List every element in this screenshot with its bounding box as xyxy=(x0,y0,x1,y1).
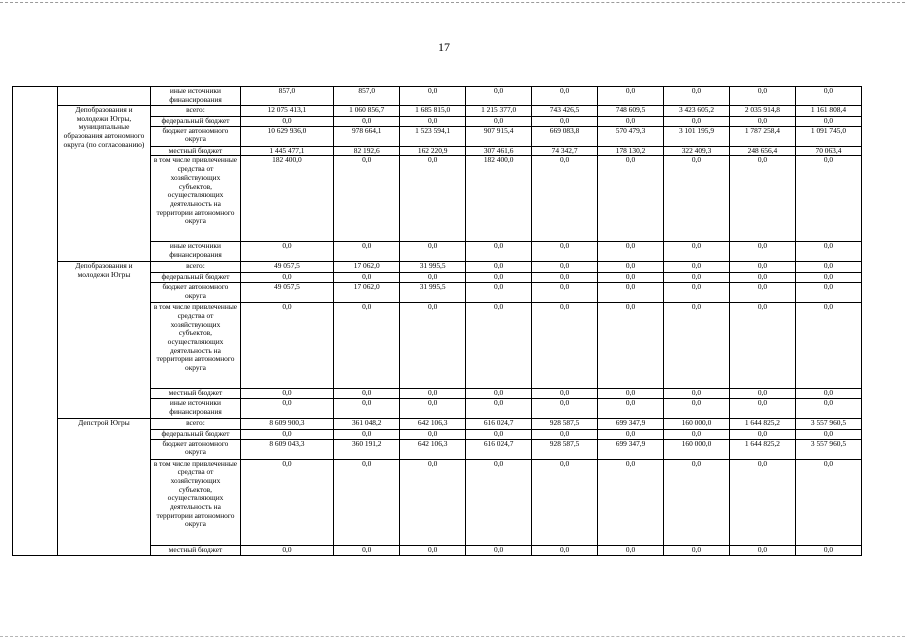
responsible-cell: Депобразования и молодежи Югры xyxy=(57,262,151,418)
value-cell: 322 409,3 xyxy=(664,146,730,156)
value-cell: 0,0 xyxy=(334,389,400,399)
value-cell: 0,0 xyxy=(795,389,861,399)
value-cell: 0,0 xyxy=(532,273,598,283)
value-cell: 1 787 258,4 xyxy=(729,126,795,146)
value-cell: 0,0 xyxy=(598,429,664,439)
value-cell: 0,0 xyxy=(598,545,664,555)
value-cell: 3 101 195,9 xyxy=(664,126,730,146)
value-cell: 0,0 xyxy=(240,273,334,283)
value-cell: 0,0 xyxy=(795,303,861,389)
value-cell: 0,0 xyxy=(334,398,400,418)
value-cell: 0,0 xyxy=(795,459,861,545)
table-row xyxy=(13,262,862,273)
value-cell: 0,0 xyxy=(240,242,334,262)
value-cell: 0,0 xyxy=(532,262,598,273)
value-cell: 248 656,4 xyxy=(729,146,795,156)
value-cell: 0,0 xyxy=(240,429,334,439)
value-cell: 1 215 377,0 xyxy=(466,106,532,117)
value-cell: 0,0 xyxy=(795,117,861,127)
value-cell: 0,0 xyxy=(729,242,795,262)
table-row xyxy=(13,418,862,429)
value-cell: 182 400,0 xyxy=(466,156,532,242)
value-cell: 0,0 xyxy=(795,87,861,106)
funding-source-cell: иные источники финансирования xyxy=(151,87,240,106)
funding-source-cell: в том числе привлеченные средства от хозяйствующих субъектов, осуществляющих деятельность на территории автономного округа xyxy=(151,303,240,389)
value-cell: 669 083,8 xyxy=(532,126,598,146)
value-cell: 0,0 xyxy=(795,262,861,273)
value-cell: 0,0 xyxy=(664,389,730,399)
value-cell: 12 075 413,1 xyxy=(240,106,334,117)
value-cell: 0,0 xyxy=(532,156,598,242)
value-cell: 0,0 xyxy=(729,459,795,545)
value-cell: 0,0 xyxy=(598,283,664,303)
value-cell: 0,0 xyxy=(532,459,598,545)
value-cell: 0,0 xyxy=(664,398,730,418)
value-cell: 1 060 856,7 xyxy=(334,106,400,117)
funding-source-cell: местный бюджет xyxy=(151,146,240,156)
value-cell: 0,0 xyxy=(664,303,730,389)
value-cell: 616 024,7 xyxy=(466,418,532,429)
value-cell: 0,0 xyxy=(400,117,466,127)
value-cell: 0,0 xyxy=(334,459,400,545)
value-cell: 0,0 xyxy=(400,545,466,555)
value-cell: 0,0 xyxy=(598,398,664,418)
value-cell: 0,0 xyxy=(240,117,334,127)
value-cell: 0,0 xyxy=(334,156,400,242)
value-cell: 0,0 xyxy=(466,303,532,389)
value-cell: 0,0 xyxy=(664,429,730,439)
value-cell: 0,0 xyxy=(795,398,861,418)
value-cell: 642 106,3 xyxy=(400,439,466,459)
value-cell: 0,0 xyxy=(334,242,400,262)
value-cell: 82 192,6 xyxy=(334,146,400,156)
funding-source-cell: всего: xyxy=(151,418,240,429)
value-cell: 0,0 xyxy=(334,117,400,127)
value-cell: 1 644 825,2 xyxy=(729,439,795,459)
value-cell: 307 461,6 xyxy=(466,146,532,156)
value-cell: 857,0 xyxy=(334,87,400,106)
value-cell: 0,0 xyxy=(664,545,730,555)
value-cell: 0,0 xyxy=(664,262,730,273)
funding-source-cell: федеральный бюджет xyxy=(151,117,240,127)
value-cell: 182 400,0 xyxy=(240,156,334,242)
value-cell: 160 000,0 xyxy=(664,439,730,459)
value-cell: 0,0 xyxy=(532,117,598,127)
value-cell: 748 609,5 xyxy=(598,106,664,117)
scan-edge-top xyxy=(0,2,905,3)
value-cell: 0,0 xyxy=(466,389,532,399)
value-cell: 0,0 xyxy=(729,389,795,399)
value-cell: 0,0 xyxy=(729,156,795,242)
value-cell: 0,0 xyxy=(598,117,664,127)
value-cell: 0,0 xyxy=(466,273,532,283)
value-cell: 1 644 825,2 xyxy=(729,418,795,429)
page-number: 17 xyxy=(438,40,450,54)
table-row xyxy=(13,87,862,106)
value-cell: 0,0 xyxy=(466,262,532,273)
value-cell: 0,0 xyxy=(664,459,730,545)
responsible-cell xyxy=(57,87,151,106)
value-cell: 0,0 xyxy=(729,87,795,106)
value-cell: 0,0 xyxy=(795,156,861,242)
funding-source-cell: местный бюджет xyxy=(151,389,240,399)
value-cell: 857,0 xyxy=(240,87,334,106)
value-cell: 0,0 xyxy=(729,429,795,439)
value-cell: 0,0 xyxy=(400,87,466,106)
value-cell: 0,0 xyxy=(466,283,532,303)
value-cell: 0,0 xyxy=(240,398,334,418)
value-cell: 3 423 605,2 xyxy=(664,106,730,117)
value-cell: 0,0 xyxy=(598,242,664,262)
value-cell: 0,0 xyxy=(729,117,795,127)
value-cell: 0,0 xyxy=(466,398,532,418)
funding-source-cell: в том числе привлеченные средства от хозяйствующих субъектов, осуществляющих деятельность на территории автономного округа xyxy=(151,459,240,545)
value-cell: 10 629 936,0 xyxy=(240,126,334,146)
value-cell: 0,0 xyxy=(598,389,664,399)
funding-source-cell: бюджет автономного округа xyxy=(151,126,240,146)
value-cell: 0,0 xyxy=(400,303,466,389)
value-cell: 0,0 xyxy=(664,117,730,127)
value-cell: 160 000,0 xyxy=(664,418,730,429)
value-cell: 0,0 xyxy=(400,273,466,283)
value-cell: 743 426,5 xyxy=(532,106,598,117)
value-cell: 0,0 xyxy=(334,429,400,439)
value-cell: 978 664,1 xyxy=(334,126,400,146)
funding-source-cell: федеральный бюджет xyxy=(151,429,240,439)
value-cell: 0,0 xyxy=(240,545,334,555)
value-cell: 0,0 xyxy=(240,303,334,389)
value-cell: 0,0 xyxy=(532,303,598,389)
value-cell: 0,0 xyxy=(532,283,598,303)
funding-source-cell: бюджет автономного округа xyxy=(151,283,240,303)
value-cell: 0,0 xyxy=(664,283,730,303)
value-cell: 70 063,4 xyxy=(795,146,861,156)
value-cell: 928 587,5 xyxy=(532,418,598,429)
value-cell: 1 161 808,4 xyxy=(795,106,861,117)
value-cell: 616 024,7 xyxy=(466,439,532,459)
funding-source-cell: всего: xyxy=(151,262,240,273)
value-cell: 0,0 xyxy=(532,545,598,555)
value-cell: 0,0 xyxy=(729,273,795,283)
value-cell: 0,0 xyxy=(400,156,466,242)
value-cell: 0,0 xyxy=(598,273,664,283)
value-cell: 0,0 xyxy=(664,156,730,242)
value-cell: 0,0 xyxy=(795,273,861,283)
value-cell: 2 035 914,8 xyxy=(729,106,795,117)
value-cell: 17 062,0 xyxy=(334,283,400,303)
funding-source-cell: иные источники финансирования xyxy=(151,398,240,418)
value-cell: 31 995,5 xyxy=(400,262,466,273)
value-cell: 0,0 xyxy=(334,303,400,389)
funding-source-cell: всего: xyxy=(151,106,240,117)
responsible-cell: Депстрой Югры xyxy=(57,418,151,555)
scan-edge-bottom xyxy=(0,636,905,637)
value-cell: 0,0 xyxy=(466,87,532,106)
value-cell: 0,0 xyxy=(795,283,861,303)
value-cell: 178 130,2 xyxy=(598,146,664,156)
value-cell: 0,0 xyxy=(795,429,861,439)
funding-source-cell: в том числе привлеченные средства от хозяйствующих субъектов, осуществляющих деятельность на территории автономного округа xyxy=(151,156,240,242)
value-cell: 0,0 xyxy=(532,87,598,106)
value-cell: 3 557 960,5 xyxy=(795,439,861,459)
value-cell: 3 557 960,5 xyxy=(795,418,861,429)
value-cell: 162 220,9 xyxy=(400,146,466,156)
value-cell: 699 347,9 xyxy=(598,418,664,429)
value-cell: 8 609 900,3 xyxy=(240,418,334,429)
value-cell: 0,0 xyxy=(466,429,532,439)
value-cell: 0,0 xyxy=(240,459,334,545)
value-cell: 1 091 745,0 xyxy=(795,126,861,146)
value-cell: 928 587,5 xyxy=(532,439,598,459)
value-cell: 0,0 xyxy=(729,545,795,555)
value-cell: 0,0 xyxy=(598,156,664,242)
budget-table xyxy=(12,86,862,556)
funding-source-cell: бюджет автономного округа xyxy=(151,439,240,459)
value-cell: 0,0 xyxy=(729,283,795,303)
value-cell: 0,0 xyxy=(532,242,598,262)
value-cell: 0,0 xyxy=(400,389,466,399)
budget-table-body xyxy=(13,87,862,556)
value-cell: 0,0 xyxy=(664,242,730,262)
value-cell: 570 479,3 xyxy=(598,126,664,146)
funding-source-cell: федеральный бюджет xyxy=(151,273,240,283)
table-row xyxy=(13,106,862,117)
value-cell: 0,0 xyxy=(400,429,466,439)
responsible-cell: Депобразования и молодежи Югры, муниципальные образования автономного округа (по согласованию) xyxy=(57,106,151,262)
value-cell: 0,0 xyxy=(240,389,334,399)
blank-column-1 xyxy=(13,87,58,556)
value-cell: 0,0 xyxy=(334,545,400,555)
value-cell: 0,0 xyxy=(466,459,532,545)
value-cell: 49 057,5 xyxy=(240,262,334,273)
value-cell: 0,0 xyxy=(598,303,664,389)
value-cell: 17 062,0 xyxy=(334,262,400,273)
value-cell: 8 609 043,3 xyxy=(240,439,334,459)
value-cell: 0,0 xyxy=(400,242,466,262)
value-cell: 0,0 xyxy=(400,398,466,418)
value-cell: 0,0 xyxy=(729,398,795,418)
value-cell: 0,0 xyxy=(400,459,466,545)
value-cell: 0,0 xyxy=(598,459,664,545)
value-cell: 0,0 xyxy=(532,429,598,439)
value-cell: 0,0 xyxy=(795,545,861,555)
value-cell: 0,0 xyxy=(729,303,795,389)
value-cell: 699 347,9 xyxy=(598,439,664,459)
value-cell: 0,0 xyxy=(532,398,598,418)
value-cell: 49 057,5 xyxy=(240,283,334,303)
value-cell: 0,0 xyxy=(729,262,795,273)
value-cell: 361 048,2 xyxy=(334,418,400,429)
value-cell: 0,0 xyxy=(664,273,730,283)
value-cell: 0,0 xyxy=(598,87,664,106)
value-cell: 0,0 xyxy=(795,242,861,262)
value-cell: 0,0 xyxy=(466,242,532,262)
value-cell: 74 342,7 xyxy=(532,146,598,156)
funding-source-cell: местный бюджет xyxy=(151,545,240,555)
funding-source-cell: иные источники финансирования xyxy=(151,242,240,262)
value-cell: 31 995,5 xyxy=(400,283,466,303)
value-cell: 1 445 477,1 xyxy=(240,146,334,156)
value-cell: 907 915,4 xyxy=(466,126,532,146)
value-cell: 0,0 xyxy=(334,273,400,283)
value-cell: 642 106,3 xyxy=(400,418,466,429)
value-cell: 0,0 xyxy=(466,545,532,555)
value-cell: 1 685 815,0 xyxy=(400,106,466,117)
value-cell: 0,0 xyxy=(532,389,598,399)
value-cell: 0,0 xyxy=(466,117,532,127)
value-cell: 1 523 594,1 xyxy=(400,126,466,146)
value-cell: 360 191,2 xyxy=(334,439,400,459)
value-cell: 0,0 xyxy=(664,87,730,106)
value-cell: 0,0 xyxy=(598,262,664,273)
